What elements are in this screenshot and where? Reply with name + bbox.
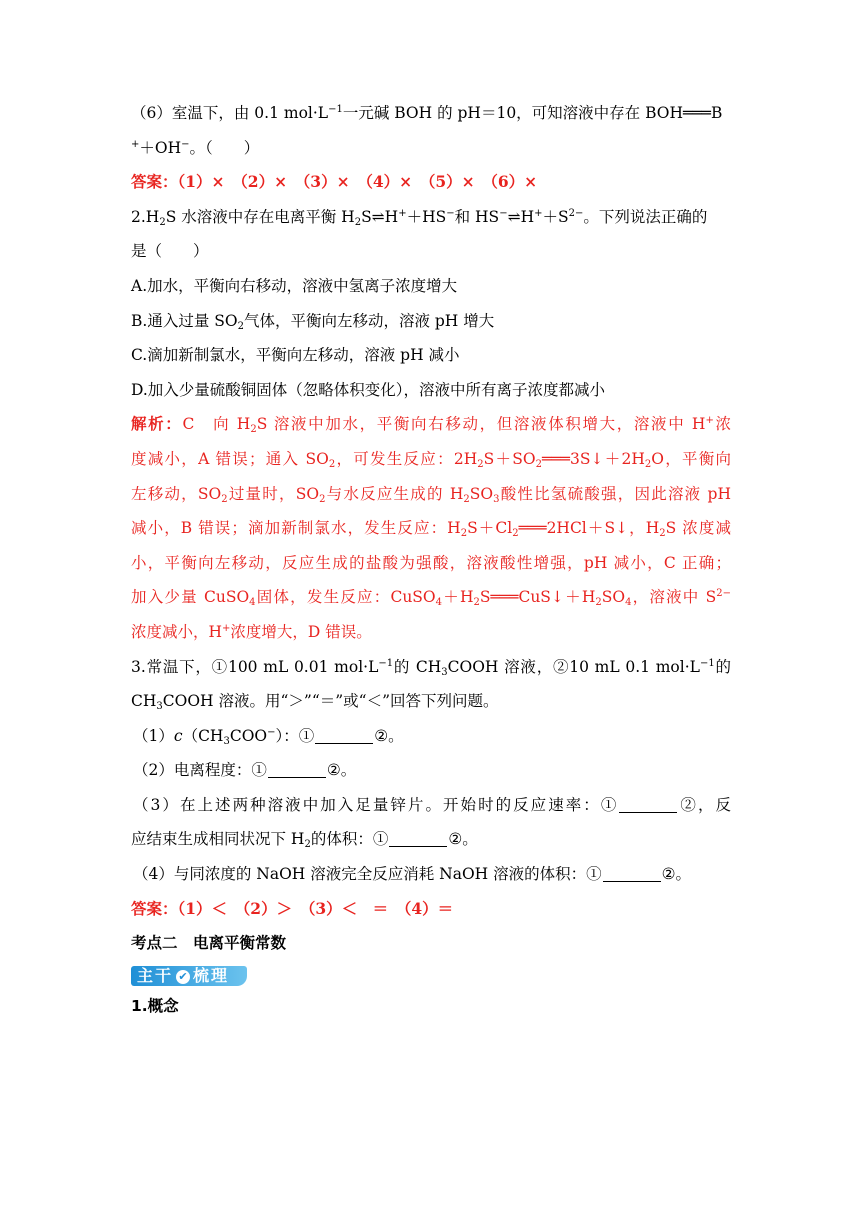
subscript: 2: [644, 458, 652, 470]
superscript: 2−: [568, 207, 584, 219]
option-text: 气体，平衡向左移动，溶液 pH 增大: [243, 311, 495, 330]
q2-text: ＋HS: [406, 207, 447, 226]
analysis-line: [131, 615, 731, 650]
subscript: 3: [493, 493, 500, 505]
q6-text: 。（ ）: [189, 138, 260, 157]
analysis-text: ，溶液中 S: [631, 588, 717, 607]
subscript: 2: [250, 424, 257, 436]
superscript: −: [181, 138, 190, 150]
q3-text: c: [173, 726, 183, 745]
analysis-line: [131, 511, 731, 546]
answer-blank[interactable]: [315, 725, 373, 744]
subscript: 4: [435, 597, 443, 609]
superscript: +: [222, 622, 231, 634]
q6-line1: [131, 96, 731, 131]
q3-text: 3.常温下，①100 mL 0.01 mol·L: [131, 657, 379, 676]
section-title: 考点二 电离平衡常数: [131, 934, 287, 953]
subscript: 2: [659, 528, 666, 540]
analysis-text: S═══CuS↓＋H: [479, 588, 596, 607]
subscript: 2: [477, 458, 484, 470]
q3-text: ②，反: [678, 795, 731, 814]
analysis-text: 与水反应生成的 H: [325, 484, 464, 503]
analysis-label: 解析：: [131, 414, 183, 434]
q2-text: ⇌H: [507, 207, 535, 226]
q2-option-b: [131, 304, 731, 339]
superscript: +: [534, 207, 543, 219]
analysis-text: 浓: [713, 415, 731, 434]
subscript: 3: [156, 701, 163, 713]
subscript: 2: [595, 597, 602, 609]
q6-line2: [131, 131, 731, 166]
q3-text: （4）与同浓度的 NaOH 溶液完全反应消耗 NaOH 溶液的体积：①: [133, 865, 602, 884]
item-1-heading: [131, 989, 731, 1024]
analysis-text: 固体，发生反应：CuSO: [255, 588, 436, 607]
answer-text: （1）× （2）× （3）× （4）× （5）× （6）×: [177, 172, 538, 192]
subscript: 2: [319, 493, 326, 505]
q2-text: ＋S: [542, 207, 569, 226]
analysis-line: [131, 477, 731, 512]
q2-text: S⇌H: [361, 207, 399, 226]
q2-text: 。下列说法正确的: [583, 207, 708, 226]
analysis-text: C 向 H: [182, 415, 251, 434]
analysis-text: 左移动，SO: [131, 484, 222, 503]
analysis-text: 浓度减小，H: [131, 622, 223, 641]
q3-text: 应结束生成相同状况下 H: [131, 830, 305, 849]
q3-text: （2）电离程度：①: [133, 761, 267, 780]
q2-text: 2.H: [131, 207, 160, 226]
superscript: +: [705, 415, 714, 427]
answer-text: （1）＜ （2）＞ （3）＜ ＝ （4）＝: [177, 898, 454, 918]
q3-text: ②。: [374, 726, 404, 745]
q2-text: 和 HS: [454, 207, 500, 226]
q3-text: 的 CH: [393, 657, 442, 676]
subscript: 2: [237, 320, 244, 332]
q3-text: COO: [229, 726, 268, 745]
q3-part1: [131, 719, 731, 754]
subscript: 2: [304, 839, 311, 851]
check-icon: ✔: [176, 970, 190, 984]
analysis-block: [131, 407, 731, 649]
superscript: +: [131, 138, 140, 150]
q3-part3-cont: [131, 822, 731, 857]
subscript: 2: [354, 216, 362, 228]
subscript: 2: [328, 458, 336, 470]
q2-option-d: D.加入少量硫酸铜固体（忽略体积变化），溶液中所有离子浓度都减小: [131, 380, 606, 399]
analysis-text: 小，平衡向左移动，反应生成的盐酸为强酸，溶液酸性增强，pH 减小，C 正确；: [131, 553, 731, 572]
subscript: 2: [463, 493, 470, 505]
q3-text: COOH 溶液。用“＞”“＝”或“＜”回答下列问题。: [162, 692, 499, 711]
analysis-text: ═══2HCl＋S↓，H: [518, 519, 660, 538]
answer-blank[interactable]: [389, 828, 447, 847]
answer-label: 答案：: [131, 172, 178, 192]
superscript: −: [446, 207, 455, 219]
analysis-text: SO: [469, 484, 494, 503]
analysis-text: 减小，B 错误；滴加新制氯水，发生反应：H: [131, 519, 461, 538]
superscript: −1: [378, 657, 394, 669]
analysis-text: 酸性比氢硫酸强，因此溶液 pH: [499, 484, 731, 503]
banner-text-a: 主干: [137, 965, 174, 985]
q3-text: ②。: [326, 761, 357, 780]
q2-text: S 水溶液中存在电离平衡 H: [165, 207, 355, 226]
analysis-text: 浓度增大，D 错误。: [230, 622, 372, 641]
q3-text: 的体积：①: [310, 830, 389, 849]
q3-part4: [131, 857, 731, 892]
q3-text: ②。: [661, 865, 692, 884]
analysis-text: S＋Cl: [467, 519, 513, 538]
q3-stem-cont: [131, 684, 731, 719]
section-banner: [131, 963, 249, 989]
item-title: .概念: [141, 996, 179, 1015]
analysis-text: ═══3S↓＋2H: [541, 449, 645, 468]
document-body: [131, 96, 731, 1023]
q3-stem: [131, 650, 731, 685]
banner-text-b: 梳理: [193, 965, 230, 985]
analysis-line: [131, 580, 731, 615]
analysis-text: SO: [601, 588, 626, 607]
answer-3: [131, 892, 731, 927]
answer-blank[interactable]: [619, 794, 677, 813]
subscript: 3: [223, 735, 230, 747]
answer-blank[interactable]: [603, 863, 661, 882]
q2-option-a: A.加水，平衡向右移动，溶液中氢离子浓度增大: [131, 276, 458, 295]
subscript: 2: [473, 597, 480, 609]
q2-stem: [131, 200, 731, 235]
analysis-line: [131, 442, 731, 477]
subscript: 3: [441, 666, 448, 678]
q3-part2: [131, 753, 731, 788]
superscript: −: [267, 726, 276, 738]
q6-text: ＋OH: [139, 138, 182, 157]
analysis-text: S 溶液中加水，平衡向右移动，但溶液体积增大，溶液中 H: [256, 415, 706, 434]
answer-label: 答案：: [131, 898, 178, 918]
superscript: −1: [699, 657, 715, 669]
analysis-line: [131, 546, 731, 581]
q6-text: 一元碱 BOH 的 pH＝10，可知溶液中存在 BOH═══B: [342, 104, 723, 122]
analysis-text: 过量时，SO: [227, 484, 320, 503]
answer-1: [131, 165, 731, 200]
q6-text: （6）室温下，由 0.1 mol·L: [131, 104, 329, 122]
analysis-line: [131, 407, 731, 442]
answer-blank[interactable]: [268, 759, 326, 778]
q3-text: CH: [131, 692, 157, 711]
subscript: 4: [249, 597, 256, 609]
analysis-text: 加入少量 CuSO: [131, 588, 250, 607]
analysis-text: 度减小，A 错误；通入 SO: [131, 449, 329, 468]
subscript: 2: [535, 458, 542, 470]
q3-text: （1）: [133, 726, 174, 745]
q2-stem-cont: [131, 234, 731, 269]
superscript: −: [499, 207, 508, 219]
analysis-text: ＋H: [442, 588, 474, 607]
q3-part3: [131, 788, 731, 823]
subscript: 2: [159, 216, 166, 228]
q3-text: 的: [714, 657, 731, 676]
q2-text: 是（ ）: [131, 242, 209, 261]
subscript: 4: [625, 597, 632, 609]
option-text: B.通入过量 SO: [131, 311, 238, 330]
superscript: +: [398, 207, 407, 219]
analysis-text: ，可发生反应：2H: [335, 449, 478, 468]
subscript: 2: [221, 493, 228, 505]
superscript: −1: [328, 104, 343, 115]
q3-text: ②。: [448, 830, 478, 849]
q3-text: （CH: [182, 726, 224, 745]
q3-text: COOH 溶液，②10 mL 0.1 mol·L: [447, 657, 700, 676]
superscript: 2−: [716, 588, 732, 600]
q3-text: ）：①: [275, 726, 315, 745]
item-number: 1: [131, 996, 142, 1015]
banner-text: [137, 963, 229, 989]
analysis-text: S 浓度减: [665, 519, 731, 538]
q3-text: （3）在上述两种溶液中加入足量锌片。开始时的反应速率：①: [133, 795, 619, 814]
analysis-text: O，平衡向: [651, 449, 732, 468]
analysis-text: S＋SO: [483, 449, 536, 468]
subscript: 2: [512, 528, 519, 540]
q2-option-c: C.滴加新制氯水，平衡向左移动，溶液 pH 减小: [131, 346, 460, 365]
subscript: 2: [460, 528, 468, 540]
